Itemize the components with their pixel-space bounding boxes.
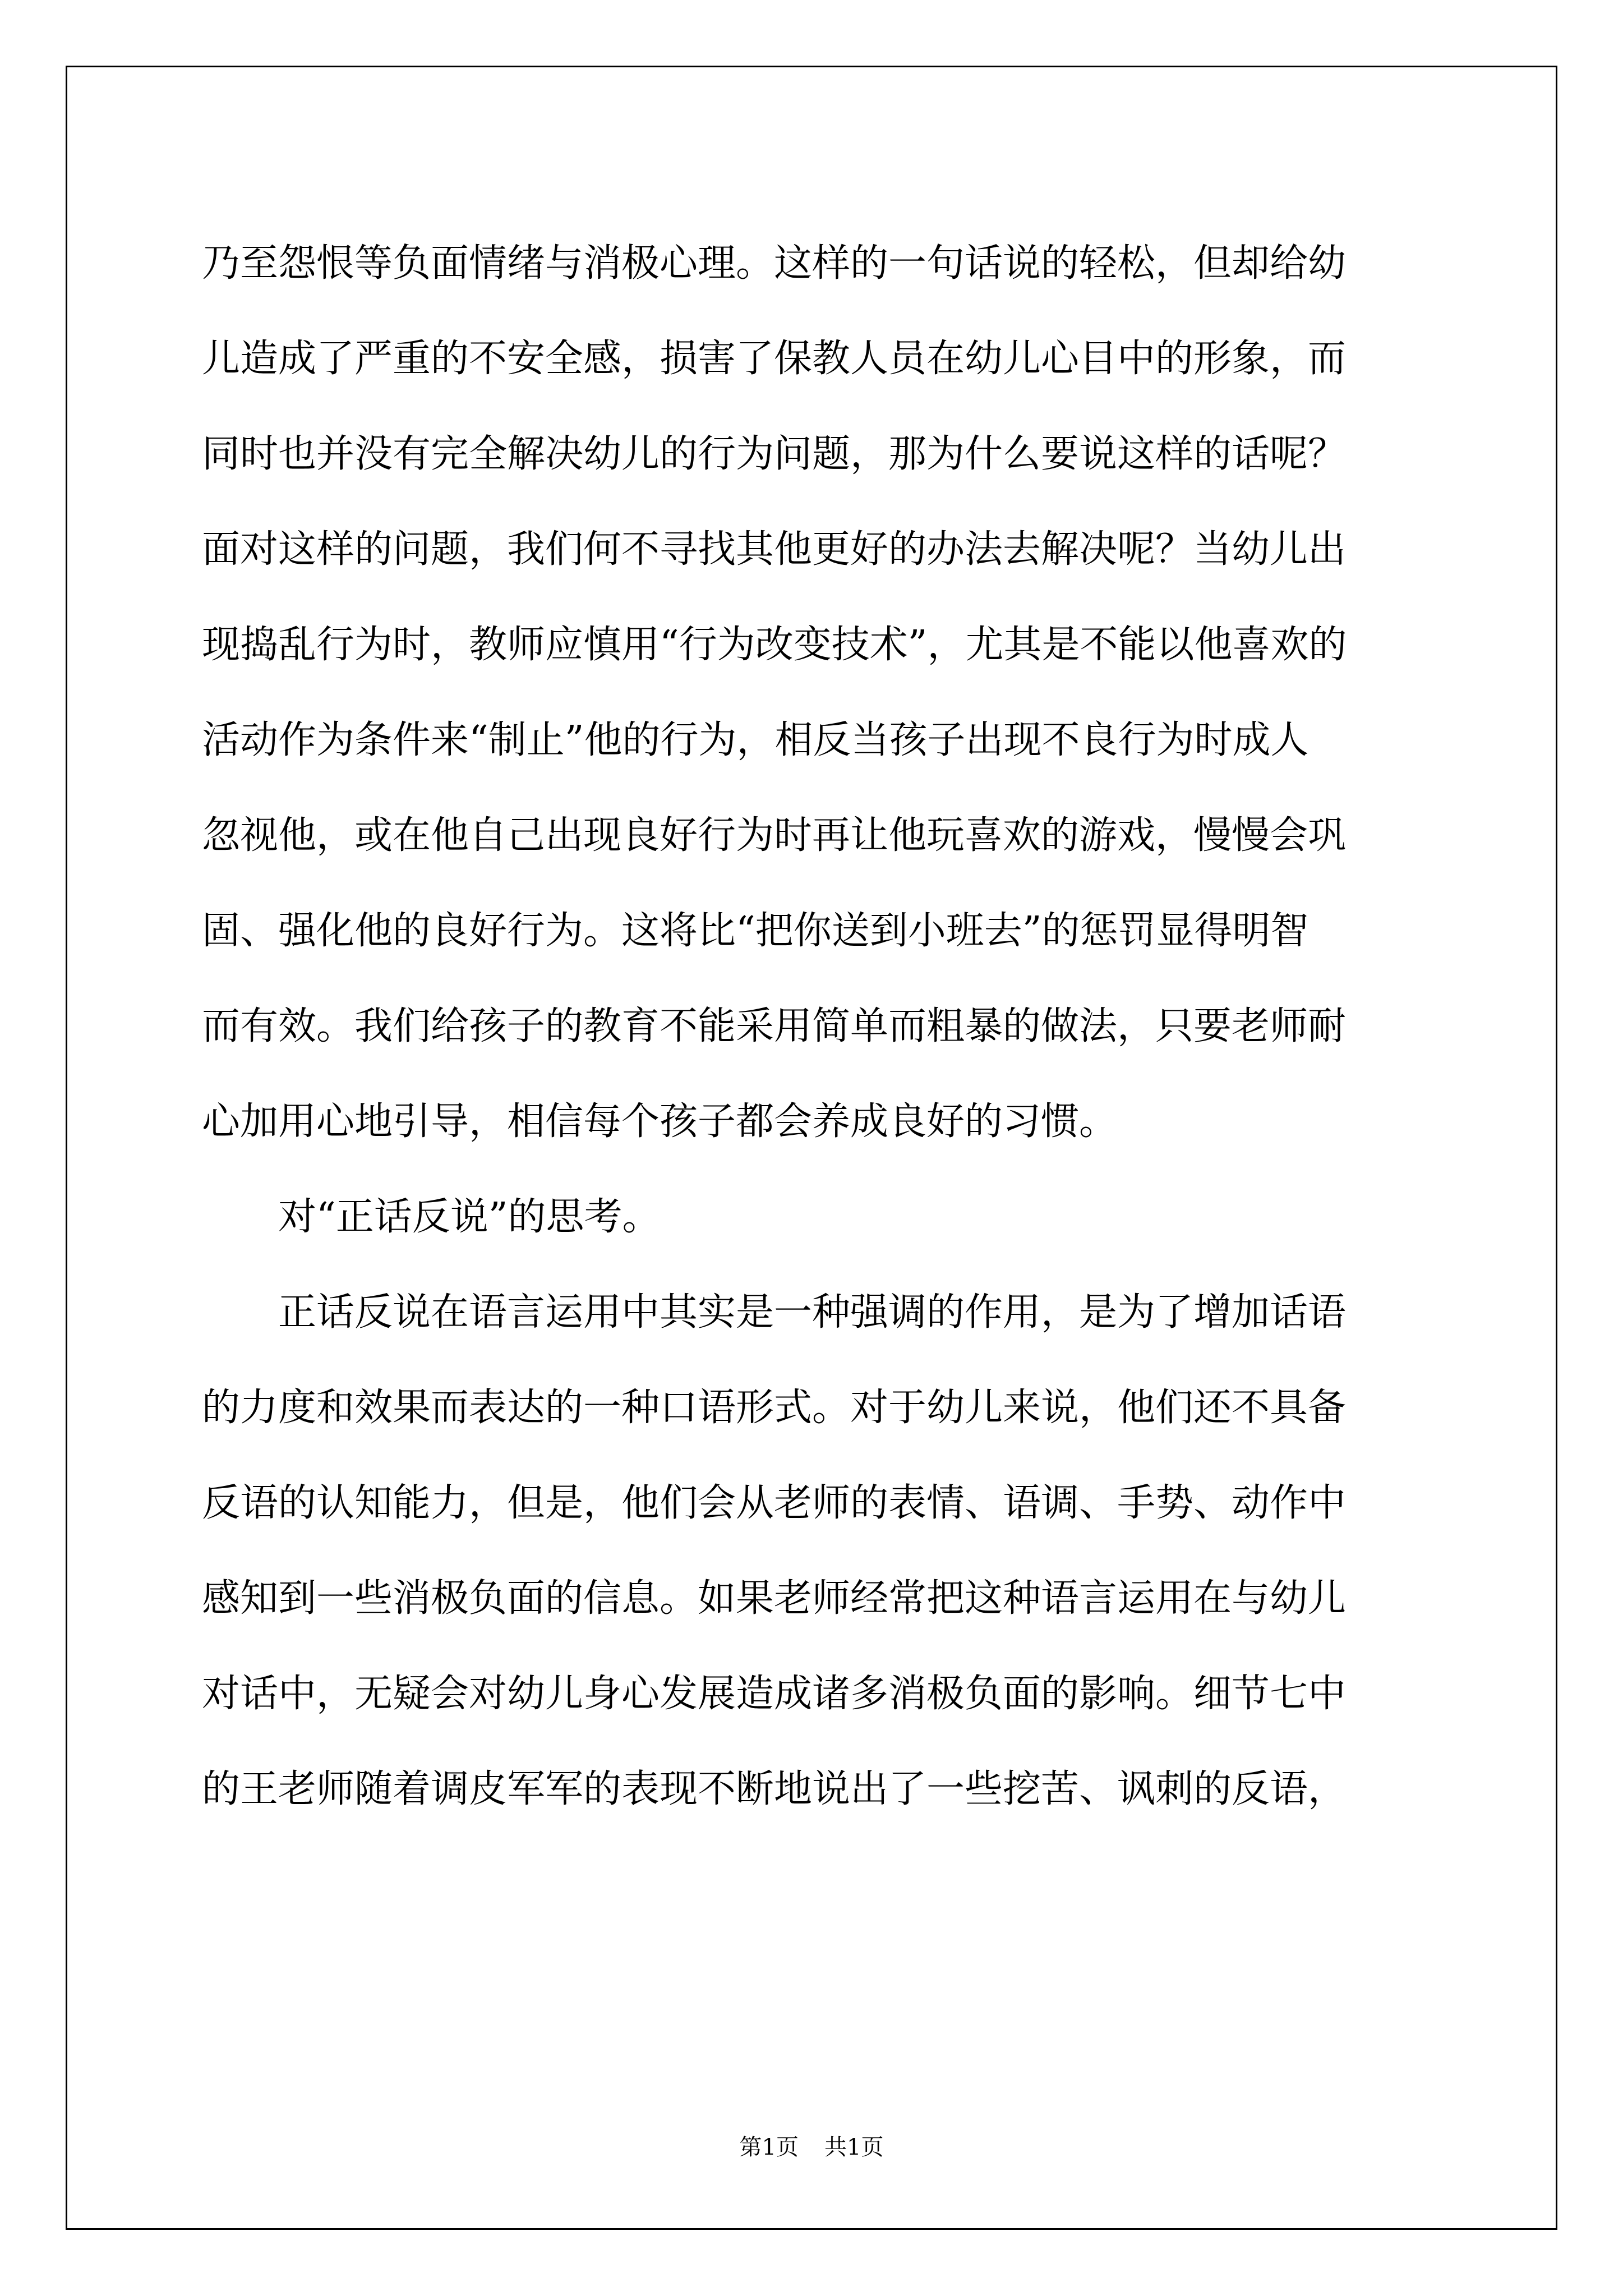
text-line: 的力度和效果而表达的一种口语形式。对于幼儿来说，他们还不具备	[202, 1386, 1347, 1430]
text-line: 而有效。我们给孩子的教育不能采用简单而粗暴的做法，只要老师耐	[202, 1004, 1347, 1048]
text-line: 反语的认知能力，但是，他们会从老师的表情、语调、手势、动作中	[202, 1481, 1347, 1525]
page-footer	[0, 2132, 1623, 2163]
text-line: 的王老师随着调皮军军的表现不断地说出了一些挖苦、讽刺的反语，	[202, 1767, 1347, 1811]
document-body	[202, 216, 1424, 1837]
text-line: 固、强化他的良好行为。这将比“把你送到小班去”的惩罚显得明智	[202, 909, 1309, 953]
text-line: 活动作为条件来“制止”他的行为，相反当孩子出现不良行为时成人	[202, 718, 1309, 762]
section-heading: 对“正话反说”的思考。	[278, 1195, 661, 1239]
text-line: 同时也并没有完全解决幼儿的行为问题，那为什么要说这样的话呢？	[202, 432, 1347, 476]
text-line: 忽视他，或在他自己出现良好行为时再让他玩喜欢的游戏，慢慢会巩	[202, 813, 1347, 858]
page-number: 第1页	[739, 2134, 799, 2160]
text-line: 对话中，无疑会对幼儿身心发展造成诸多消极负面的影响。细节七中	[202, 1672, 1347, 1716]
text-line: 现捣乱行为时，教师应慎用“行为改变技术”，尤其是不能以他喜欢的	[202, 623, 1347, 667]
text-line: 心加用心地引导，相信每个孩子都会养成良好的习惯。	[202, 1099, 1118, 1144]
text-line: 感知到一些消极负面的信息。如果老师经常把这种语言运用在与幼儿	[202, 1576, 1347, 1621]
text-line: 正话反说在语言运用中其实是一种强调的作用，是为了增加话语	[278, 1290, 1347, 1335]
text-line: 面对这样的问题，我们何不寻找其他更好的办法去解决呢？当幼儿出	[202, 527, 1347, 572]
text-line: 儿造成了严重的不安全感，损害了保教人员在幼儿心目中的形象，而	[202, 337, 1347, 381]
page-total: 共1页	[824, 2134, 884, 2160]
text-line: 乃至怨恨等负面情绪与消极心理。这样的一句话说的轻松，但却给幼	[202, 241, 1347, 286]
